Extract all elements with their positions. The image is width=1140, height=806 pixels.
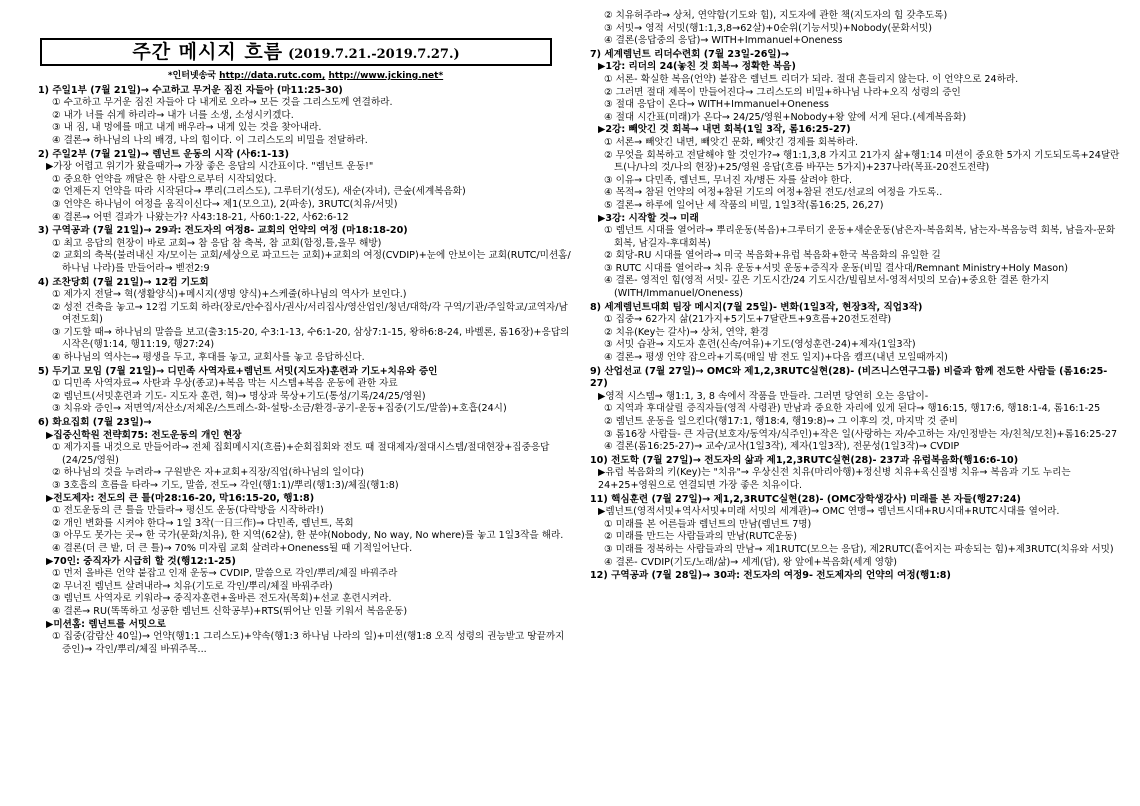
- list-item: ① 수고하고 무거운 짐진 자들아 다 내게로 오라→ 모든 것을 그리스도께 연결하라.: [52, 97, 393, 109]
- lead-paragraph: ▶가장 어렵고 위기가 왔을때가→ 가장 좋은 응답의 시간표이다. "렘넌트 운동!": [46, 161, 374, 173]
- list-item: ④ 결론(롬16:25-27)→ 교수/교사(1일3작), 제자(1일3작), 전문성(1일3작)→ CVDIP: [604, 441, 960, 453]
- list-item: ③ 롬16장 사람들- 큰 자금(보호자/동역자/식주인)+작은 일(사랑하는 자/수고하는 자/인정받는 자/친척/모친)+롬16:25-27: [604, 428, 1118, 440]
- list-item: ③ 3호흡의 흐름을 타라→ 기도, 말씀, 전도→ 각인(행1:1)/뿌리(행1:3)/체질(행1:8): [52, 480, 399, 491]
- subsection-heading: ▶전도제자: 전도의 큰 틀(마28:16-20, 막16:15-20, 행1:8): [46, 492, 315, 504]
- date-range: (2019.7.21.-2019.7.27.): [288, 47, 460, 62]
- list-item: ③ 서밋→ 영적 서밋(행1:1,3,8→62살)+0순위(기능서밋)+Nobody(문화서밋): [604, 22, 933, 34]
- list-item: ② 렘넌트 운동을 일으킨다(행17:1, 행18:4, 행19:8)→ 그 이후의 것, 마지막 것 준비: [604, 416, 958, 427]
- list-item: ④ 절대 시간표(미래)가 온다→ 24/25/영원+Nobody+왕 앞에 서게 된다.(세계복음화): [604, 111, 967, 123]
- list-item: ② 언제든지 언약을 따라 시작된다→ 뿌리(그리스도), 그루터기(성도), 새순(자녀), 큰숲(세계복음화): [52, 186, 466, 198]
- left-content: [38, 85, 573, 657]
- list-item: ② 성전 건축을 놓고→ 12컴 기도회 하라(장로/안수집사/권사/서리집사/영산업인/청년/대학/각 구역/기관/주일학교/교역자/남여전도회): [52, 301, 568, 326]
- subsection-heading: ▶1강: 리더의 24(놓친 것 회복→ 정확한 복음): [598, 61, 796, 73]
- page-title: 주간 메시지 흐름: [132, 41, 284, 63]
- list-item: ② 치유허주라→ 상처, 연약함(기도와 힘), 지도자에 관한 책(지도자의 힘 갖추도록): [604, 10, 948, 21]
- list-item: ① 제가지 전달→ 혁(생활양식)+메시지(생명 양식)+스케줄(하나님의 역사가 보인다.): [52, 289, 407, 301]
- list-item: ① 지역과 후대살릴 증직자들(영적 사령관) 만남과 중요한 자리에 있게 된다→ 행16:15, 행17:6, 행18:1-4, 롬16:1-25: [604, 403, 1101, 415]
- list-item: ③ 기도할 때→ 하나님의 말씀을 보고(출3:15-20, 수3:1-13, 수6:1-20, 삼상7:1-15, 왕하6:8-24, 바벨론, 롬16장)+응답의 시작은(행1:14, 행11:19, 행27:24): [52, 326, 570, 351]
- list-item: ④ 결론- 영적인 힘(영적 서밋- 깊은 기도시간/24 기도시간/빌립보서-영적서밋의 모습)+중요한 결론 한가지(WITH/Immanuel/Oneness): [604, 275, 1050, 300]
- list-item: ③ 렘넌트 사역자로 키워라→ 중직자훈련+올바른 전도자(목회)+선교 훈련시켜라.: [52, 593, 392, 605]
- section-heading: 9) 산업선교 (7월 27일)→ OMC와 제1,2,3RUTC실현(28)- (비즈니스연구그룹) 비즐과 함께 전도한 사람들 (롬16:25-27): [590, 365, 1108, 390]
- list-item: ③ 미래를 정복하는 사람들과의 만남→ 제1RUTC(모으는 응답), 제2RUTC(흩어지는 파송되는 힘)+제3RUTC(치유와 서밋): [604, 543, 1114, 555]
- source-link-1[interactable]: http://data.rutc.com,: [219, 71, 326, 81]
- list-item: ③ 내 짐, 내 멍에를 매고 내게 배우라→ 내게 있는 것을 찾아내라.: [52, 122, 322, 134]
- title-box: [40, 38, 552, 66]
- section-heading: 7) 세계렘넌트 리더수련회 (7월 23일-26일)→: [590, 48, 790, 60]
- section-heading: 5) 두기고 모임 (7월 21일)→ 디민족 사역자료+렘넌트 서밋(지도자)훈련과 기도+치유와 증인: [38, 365, 438, 377]
- list-item: ③ 절대 응답이 온다→ WITH+Immanuel+Oneness: [604, 99, 829, 111]
- list-item: ② 무너진 렘넌트 살려내라→ 치유(기도로 각인/뿌리/체질 바꿔주라): [52, 580, 333, 592]
- list-item: ① 서론→ 빼앗긴 내면, 빼앗긴 문화, 빼앗긴 경제를 회복하라.: [604, 136, 859, 148]
- list-item: ② 그러면 절대 제목이 만들어진다→ 그리스도의 비밀+하나님 나라+오직 성령의 증인: [604, 86, 961, 98]
- list-item: ③ 치유와 증인→ 저면역/저산소/저체온/스트레스-화-설탕-소금/환경-공기-운동+집중(기도/말씀)+호흡(24시): [52, 403, 507, 415]
- list-item: ② 미래를 만드는 사람들과의 만남(RUTC운동): [604, 531, 797, 543]
- section-heading: 3) 구역공과 (7월 21일)→ 29과: 전도자의 여정8- 교회의 언약의 여정 (마18:18-20): [38, 225, 408, 237]
- list-item: ② 교회의 축복(불려내신 자/모이는 교회/세상으로 파고드는 교회)+교회의 여정(CVDIP)+눈에 안보이는 교회(RUTC/미션홈/하나님 나라)를 만들어라→ 벧전2:9: [52, 250, 571, 274]
- list-item: ① 전도운동의 큰 틀을 만들라→ 평신도 운동(다락방을 시작하라!): [52, 505, 324, 517]
- subsection-heading: ▶3강: 시작할 것→ 미래: [598, 212, 699, 224]
- list-item: ④ 결론- CVDIP(기도/노래/삶)→ 세계(답), 왕 앞에+복음화(세계 영향): [604, 556, 898, 568]
- lead-paragraph: ▶영적 시스템→ 행1:1, 3, 8 속에서 작품을 만들라. 그러면 당연히 오는 응답이-: [598, 390, 929, 402]
- list-item: ① 중요한 언약을 깨달은 한 사람으로부터 시작되었다.: [52, 173, 277, 185]
- section-heading: 11) 핵심훈련 (7월 27일)→ 제1,2,3RUTC실현(28)- (OMC장학생강사) 미래를 본 자들(행27:24): [590, 493, 1021, 505]
- subsection-heading: ▶집중신학원 전략회75: 전도운동의 개인 현장: [46, 429, 242, 441]
- subsection-heading: ▶70인: 중직자가 시급히 할 것(행12:1-25): [46, 555, 236, 567]
- right-content: [590, 10, 1120, 583]
- section-heading: 2) 주일2부 (7월 21일)→ 렘넌트 운동의 시작 (사6:1-13): [38, 148, 289, 160]
- sources-line: [38, 70, 573, 83]
- list-item: ② 치유(Key는 갈사)→ 상처, 연약, 환경: [604, 326, 769, 338]
- list-item: ③ 이유→ 다민족, 렘넌트, 무너진 자/병든 자를 살려야 한다.: [604, 174, 853, 186]
- list-item: ① 디민족 사역자료→ 사탄과 우상(종교)+복음 막는 시스템+복음 운동에 관한 자료: [52, 378, 398, 390]
- list-item: ③ 아무도 못가는 곳→ 한 국가(문화/치유), 한 지역(62살), 한 분야(Nobody, No way, No where)를 놓고 1일3작을 해라.: [52, 530, 564, 542]
- list-item: ④ 결론→ RU(똑똑하고 성공한 렘넌트 신학공부)+RTS(뛰어난 인물 키워서 복음운동): [52, 605, 408, 617]
- list-item: ④ 결론→ 평생 언약 잡으라+기록(매일 밤 전도 일지)+다음 캠프(내년 모일때까지): [604, 352, 948, 364]
- subsection-heading: ▶미션홈: 렘넌트를 서밋으로: [46, 618, 166, 630]
- section-heading: 6) 화요집회 (7월 23일)→: [38, 417, 152, 429]
- lead-paragraph: ▶렘넌트(영적서밋+역사서밋+미래 서밋의 세계관)→ OMC 연맹→ 렘넌트시대+RU시대+RUTC시대를 열어라.: [598, 506, 1060, 518]
- list-item: ③ 언약은 하나님이 여정을 움직이신다→ 제1(모으고), 2(파송), 3RUTC(치유/서밋): [52, 198, 398, 210]
- sources-label: *인터넷송국: [167, 71, 217, 81]
- left-column: [38, 70, 573, 656]
- list-item: ② 무엇을 회복하고 전달해야 할 것인가?→ 행1:1,3,8 가지고 21가지 삶+행1:14 미션이 중요한 5가지 기도되도록+24달란트(나/나의 것/나의 현장)+25/영원 응답(흐름 바꾸는 5가지)+237나라(목표-20전도전략): [604, 149, 1120, 174]
- list-item: ③ RUTC 시대를 열어라→ 치유 운동+서밋 운동+증직자 운동(비밀 결사대/Remnant Ministry+Holy Mason): [604, 262, 1068, 274]
- section-heading: 10) 전도학 (7월 27일)→ 전도자의 삶과 제1,2,3RUTC실현(28)- 237과 유럽복음화(행16:6-10): [590, 454, 1019, 466]
- list-item: ① 최고 응답의 현장이 바로 교회→ 참 응답 참 축복, 참 교회(함정,틀,올무 해방): [52, 237, 382, 249]
- list-item: ① 미래를 본 어른들과 렘넌트의 만남(렘넌트 7명): [604, 518, 812, 530]
- section-heading: 4) 조찬당회 (7월 21일)→ 12컴 기도회: [38, 276, 209, 288]
- list-item: ④ 결론→ 어떤 결과가 나왔는가? 사43:18-21, 사60:1-22, 사62:6-12: [52, 211, 349, 223]
- section-heading: 8) 세계렘넌트대회 팀장 메시지(7월 25일)- 변화(1일3작, 현장3작, 직업3작): [590, 301, 923, 313]
- list-item: ① 제가지를 내것으로 만들어라→ 전체 집회메시지(흐름)+순회집회와 전도 때 절대제자/절대시스템/절대현장+집중응답(24/25/영원): [52, 442, 550, 466]
- list-item: ③ 서밋 습관→ 지도자 훈련(신속/여유)+기도(영성훈련-24)+제자(1일3작): [604, 339, 916, 351]
- section-heading: 1) 주일1부 (7월 21일)→ 수고하고 무거운 짐진 자들아 (마11:25-30): [38, 84, 343, 96]
- list-item: ① 집중(감람산 40일)→ 언약(행1:1 그리스도)+약속(행1:3 하나님 나라의 일)+미션(행1:8 오직 성령의 권능받고 땅끝까지 증인)→ 각인/뿌리/체질 바꿔주목...: [52, 631, 565, 655]
- list-item: ④ 결론→ 하나님의 나의 배경, 나의 힘이다. 이 그리스도의 비밀을 전달하라.: [52, 134, 368, 146]
- list-item: ④ 결론(응답중의 응답)→ WITH+Immanuel+Oneness: [604, 35, 843, 47]
- list-item: ④ 결론(더 큰 밭, 더 큰 틀)→ 70% 미자립 교회 살려라+Oneness될 때 기적일어난다.: [52, 542, 413, 554]
- list-item: ② 개인 변화를 시켜야 한다→ 1일 3작(一日三作)→ 다민족, 렘넌트, 목회: [52, 517, 354, 529]
- list-item: ⑤ 결론→ 하루에 일어난 세 작품의 비밀, 1일3작(롬16:25, 26,27): [604, 199, 884, 211]
- lead-paragraph: ▶유럽 복음화의 키(Key)는 "치유"→ 우상신전 치유(마리아행)+정신병 치유+육신질병 치유→ 복음과 기도 누리는 24+25+영원으로 연결되면 가장 좋은 치유이다.: [598, 467, 1071, 491]
- list-item: ① 먼저 올바른 언약 붙잡고 인재 운동→ CVDIP, 말씀으로 각인/뿌리/체질 바꿔주라: [52, 568, 398, 580]
- list-item: ② 내가 너를 쉬게 하리라→ 내가 너를 소생, 소성시키겠다.: [52, 109, 294, 121]
- list-item: ① 집중→ 62가지 삶(21가지+5기도+7달란트+9흐름+20전도전략): [604, 314, 892, 326]
- list-item: ② 회당-RU 시대를 열어라→ 미국 복음화+유럽 복음화+한국 복음화의 유일한 길: [604, 250, 941, 262]
- right-column: [590, 10, 1120, 583]
- list-item: ① 서론- 확실한 복음(언약) 붙잡은 렘넌트 리더가 되라. 절대 흔들리지 않는다. 이 언약으로 24하라.: [604, 73, 1019, 85]
- section-heading: 12) 구역공과 (7월 28일)→ 30과: 전도자의 여정9- 전도제자의 언약의 여정(행1:8): [590, 570, 951, 582]
- list-item: ② 하나님의 것을 누려라→ 구원받은 자+교회+직장/직업(하나님의 일이다): [52, 467, 364, 479]
- subsection-heading: ▶2강: 빼앗긴 것 회복→ 내면 회복(1일 3작, 롬16:25-27): [598, 124, 851, 136]
- list-item: ② 렘넌트(서밋훈련과 기도- 지도자 훈련, 혁)→ 명상과 묵상+기도(통성/기록/24/25/영원): [52, 390, 426, 402]
- list-item: ④ 하나님의 역사는→ 평생을 두고, 후대를 놓고, 교회사를 놓고 응답하신다.: [52, 352, 365, 364]
- list-item: ④ 목적→ 참된 언약의 여정+참된 기도의 여정+참된 전도/선교의 여정을 가도록..: [604, 187, 943, 199]
- source-link-2[interactable]: http://www.jcking.net*: [328, 71, 444, 81]
- list-item: ① 렘넌트 시대를 열어라→ 뿌리운동(복음)+그루터기 운동+새순운동(남은자-복음회복, 남는자-복음능력 회복, 남을자-문화회복, 남길자-후대회복): [604, 225, 1116, 249]
